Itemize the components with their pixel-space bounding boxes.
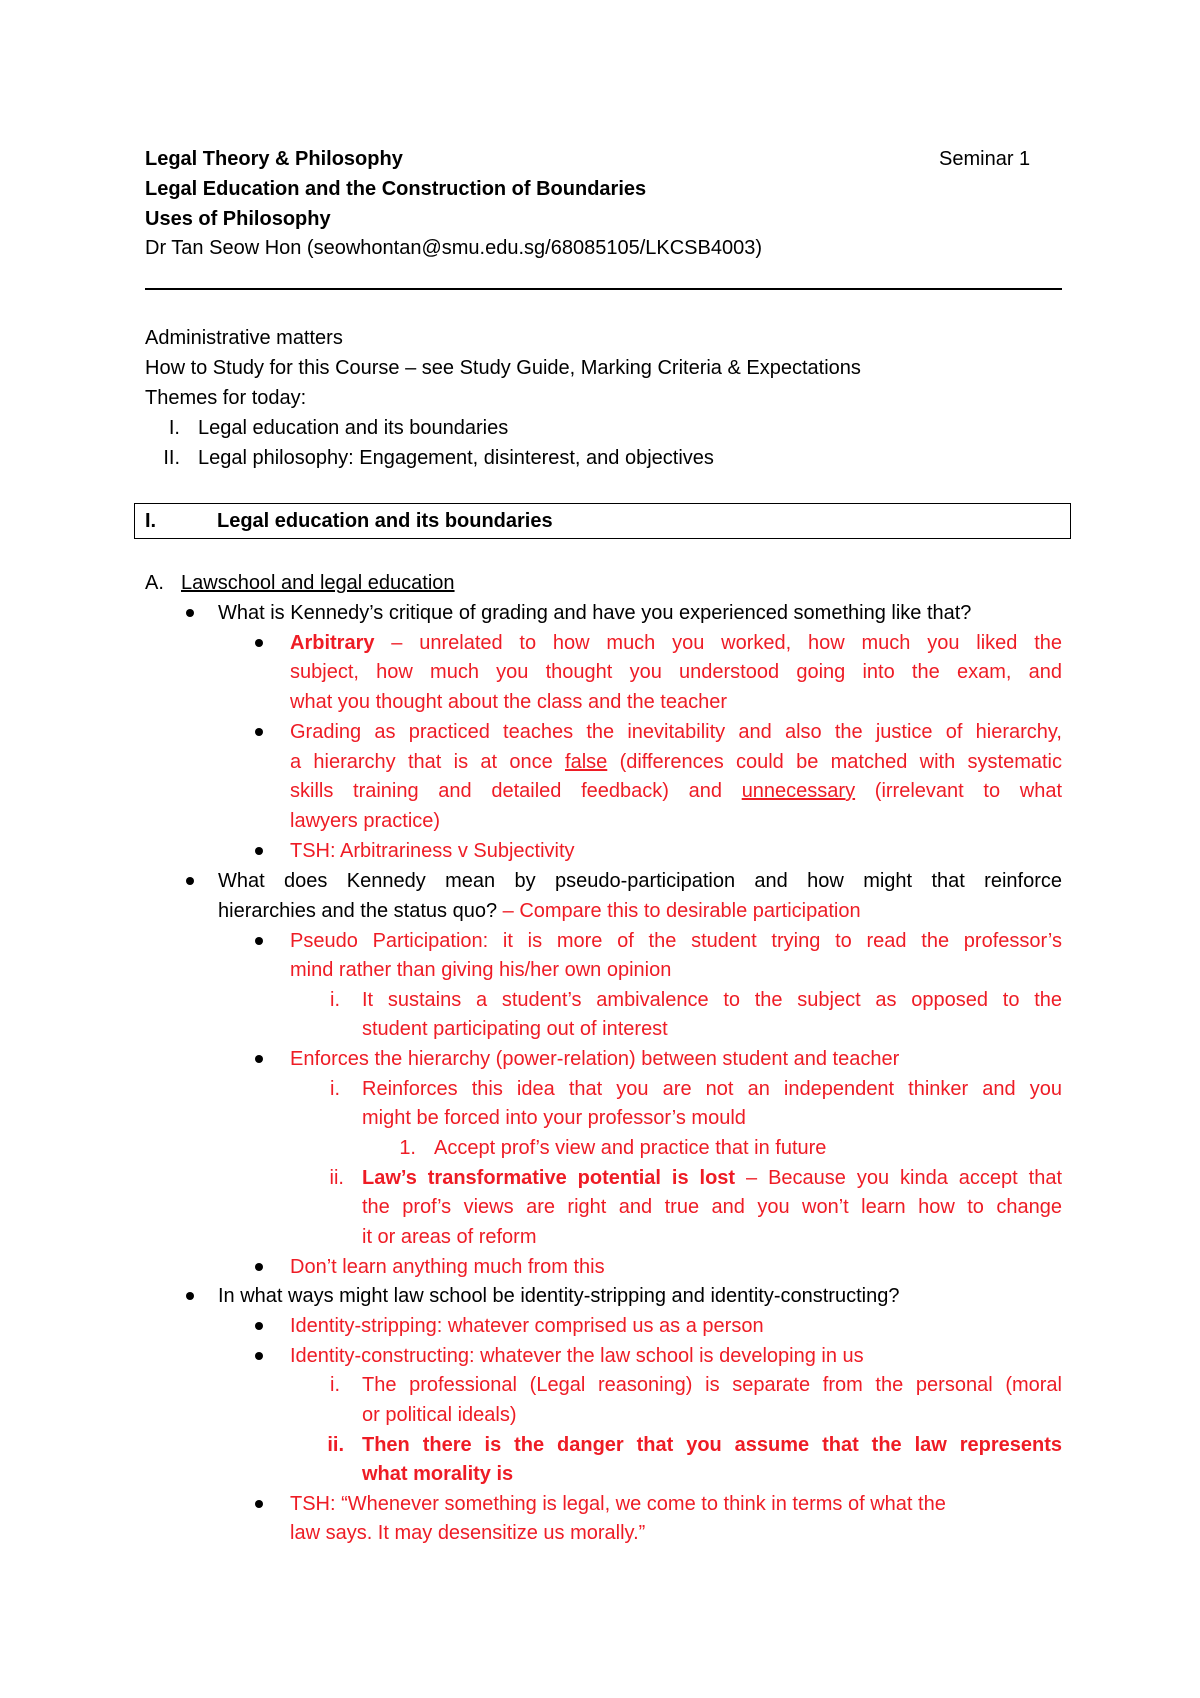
topic-title: Legal Education and the Construction of Boundaries: [145, 178, 647, 200]
theme-item: Legal philosophy: Engagement, disinterest, and objectives: [198, 447, 714, 469]
section-number: I.: [145, 510, 157, 532]
note-arbitrary-1: Arbitrary – unrelated to how much you worked, how much you liked the: [290, 632, 1062, 654]
question-identity: In what ways might law school be identity-stripping and identity-constructing?: [218, 1285, 900, 1307]
list-num: 1.: [399, 1137, 416, 1159]
note-enforces-i-2: might be forced into your professor’s mould: [362, 1107, 746, 1129]
bullet-icon: [255, 1055, 263, 1063]
note-enforces: Enforces the hierarchy (power-relation) between student and teacher: [290, 1048, 900, 1070]
question-pseudo-participation-1: What does Kennedy mean by pseudo-participation and how might that reinforce: [218, 870, 1062, 892]
note-enforces-ii-2: the prof’s views are right and true and you won’t learn how to change: [362, 1196, 1062, 1218]
themes-label: Themes for today:: [145, 387, 307, 409]
theme-num: II.: [163, 447, 180, 469]
study-note: How to Study for this Course – see Study Guide, Marking Criteria & Expectations: [145, 357, 861, 379]
lecturer-contact: Dr Tan Seow Hon (seowhontan@smu.edu.sg/68085105/LKCSB4003): [145, 237, 762, 259]
note-identity-i-2: or political ideals): [362, 1404, 517, 1426]
note-enforces-i-1: Reinforces this idea that you are not an independent thinker and you: [362, 1078, 1062, 1100]
note-arbitrary-2: subject, how much you thought you understood going into the exam, and: [290, 661, 1062, 683]
note-pseudo-1: Pseudo Participation: it is more of the student trying to read the professor’s: [290, 930, 1062, 952]
note-enforces-ii-3: it or areas of reform: [362, 1226, 537, 1248]
list-num: ii.: [329, 1167, 344, 1189]
bullet-icon: [186, 877, 194, 885]
note-grading-2: a hierarchy that is at once false (differences could be matched with systematic: [290, 751, 1062, 773]
admin-matters: Administrative matters: [145, 327, 343, 349]
subsection-title: Lawschool and legal education: [181, 572, 455, 594]
bullet-icon: [255, 1352, 263, 1360]
bullet-icon: [255, 1263, 263, 1271]
bullet-icon: [255, 847, 263, 855]
note-grading-4: lawyers practice): [290, 810, 441, 832]
subsection-letter: A.: [145, 572, 164, 594]
note-grading-3: skills training and detailed feedback) and unnecessary (irrelevant to what: [290, 780, 1062, 802]
note-pseudo-i-1: It sustains a student’s ambivalence to the subject as opposed to the: [362, 989, 1062, 1011]
section-title: Legal education and its boundaries: [217, 510, 553, 532]
seminar-label: Seminar 1: [939, 148, 1031, 170]
list-num: ii.: [327, 1434, 344, 1456]
note-pseudo-i-2: student participating out of interest: [362, 1018, 668, 1040]
note-enforces-ii-1: Law’s transformative potential is lost – Because you kinda accept that: [362, 1167, 1063, 1189]
note-arbitrary-3: what you thought about the class and the teacher: [290, 691, 727, 713]
note-identity-stripping: Identity-stripping: whatever comprised us as a person: [290, 1315, 764, 1337]
note-enforces-1: Accept prof’s view and practice that in future: [434, 1137, 827, 1159]
bullet-icon: [255, 1322, 263, 1330]
question-grading: What is Kennedy’s critique of grading and have you experienced something like that?: [218, 602, 972, 624]
bullet-icon: [255, 639, 263, 647]
list-num: i.: [330, 1374, 340, 1396]
note-dont-learn: Don’t learn anything much from this: [290, 1256, 605, 1278]
bullet-icon: [255, 1500, 263, 1508]
note-tsh-desensitize-2: law says. It may desensitize us morally.”: [290, 1522, 646, 1544]
note-tsh-arbitrariness: TSH: Arbitrariness v Subjectivity: [290, 840, 575, 862]
header-divider: [145, 288, 1062, 290]
question-pseudo-participation-2: hierarchies and the status quo? – Compare this to desirable participation: [218, 900, 861, 922]
note-identity-ii-2: what morality is: [362, 1463, 514, 1485]
note-identity-constructing: Identity-constructing: whatever the law school is developing in us: [290, 1345, 864, 1367]
theme-item: Legal education and its boundaries: [198, 417, 509, 439]
list-num: i.: [330, 1078, 340, 1100]
note-grading-1: Grading as practiced teaches the inevitability and also the justice of hierarchy,: [290, 721, 1062, 743]
bullet-icon: [186, 1292, 194, 1300]
bullet-icon: [255, 937, 263, 945]
course-title: Legal Theory & Philosophy: [145, 148, 403, 170]
subtopic-title: Uses of Philosophy: [145, 208, 331, 230]
list-num: i.: [330, 989, 340, 1011]
note-tsh-desensitize-1: TSH: “Whenever something is legal, we come to think in terms of what the: [290, 1493, 946, 1515]
bullet-icon: [186, 609, 194, 617]
bullet-icon: [255, 728, 263, 736]
note-pseudo-2: mind rather than giving his/her own opinion: [290, 959, 672, 981]
note-identity-i-1: The professional (Legal reasoning) is separate from the personal (moral: [362, 1374, 1062, 1396]
note-identity-ii-1: Then there is the danger that you assume that the law represents: [362, 1434, 1062, 1456]
theme-num: I.: [168, 417, 180, 439]
